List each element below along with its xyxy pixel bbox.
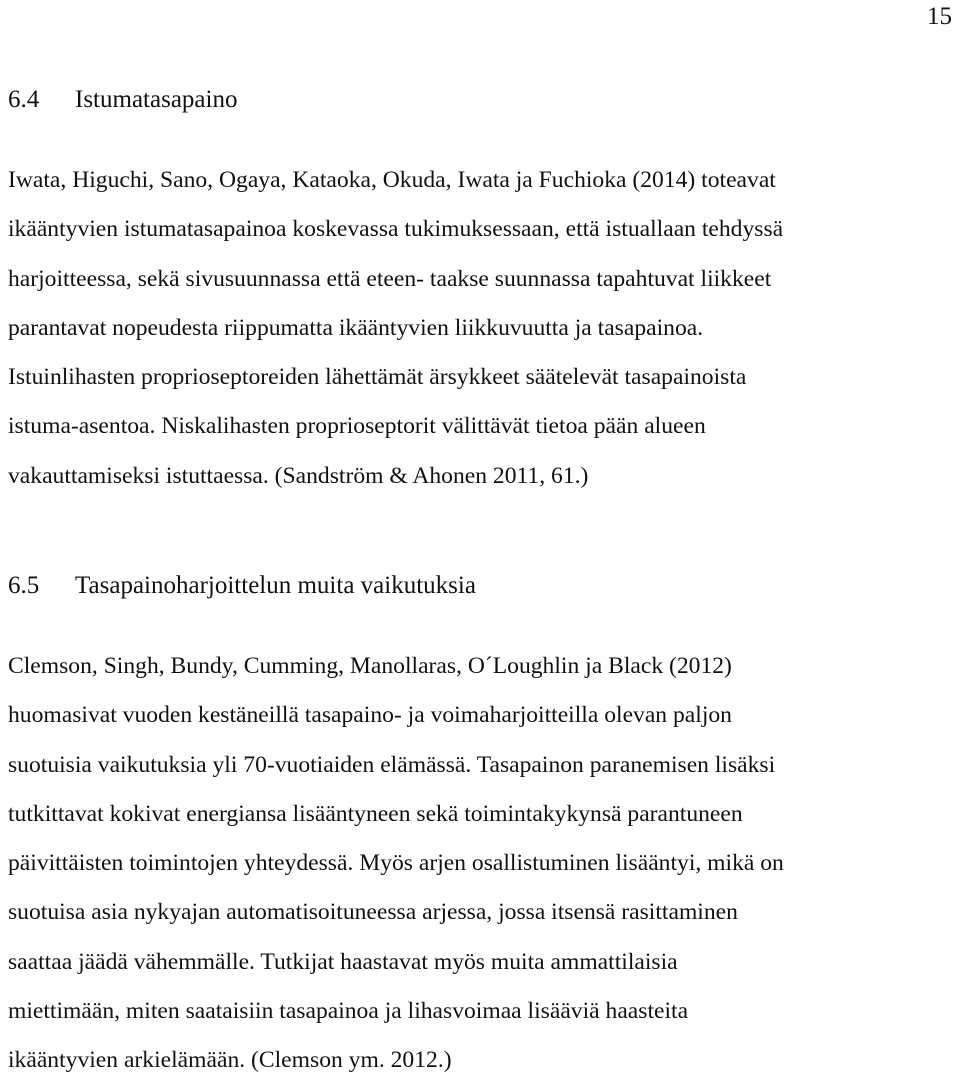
section-number: 6.4 [8, 86, 40, 113]
text-line: vakauttamiseksi istuttaessa. (Sandström & Ahonen 2011, 61.) [8, 462, 589, 489]
text-line: päivittäisten toimintojen yhteydessä. Myös arjen osallistuminen lisääntyi, mikä on [8, 850, 784, 877]
text-line: suotuisa asia nykyajan automatisoituneessa arjessa, jossa itsensä rasittaminen [8, 899, 738, 926]
section-number: 6.5 [8, 572, 40, 599]
section-title: Tasapainoharjoittelun muita vaikutuksia [75, 572, 476, 599]
text-line: Iwata, Higuchi, Sano, Ogaya, Kataoka, Okuda, Iwata ja Fuchioka (2014) toteavat [8, 167, 776, 193]
text-line: istuma-asentoa. Niskalihasten proprioseptorit välittävät tietoa pään alueen [8, 413, 706, 440]
text-line: suotuisia vaikutuksia yli 70-vuotiaiden elämässä. Tasapainon paranemisen lisäksi [8, 751, 776, 778]
section-title: Istumatasapaino [75, 86, 238, 113]
page-number: 15 [927, 3, 952, 30]
text-line: harjoitteessa, sekä sivusuunnassa että eteen- taakse suunnassa tapahtuvat liikkeet [8, 265, 772, 292]
text-line: huomasivat vuoden kestäneillä tasapaino- ja voimaharjoitteilla olevan paljon [8, 702, 732, 729]
text-line: ikääntyvien arkielämään. (Clemson ym. 2012.) [8, 1047, 452, 1074]
text-line: ikääntyvien istumatasapainoa koskevassa tukimuksessaan, että istuallaan tehdyssä [8, 216, 784, 243]
paragraph-tasapainoharjoittelu [8, 642, 958, 1086]
text-line: Clemson, Singh, Bundy, Cumming, Manollaras, O´Loughlin ja Black (2012) [8, 653, 732, 679]
text-line: saattaa jäädä vähemmälle. Tutkijat haastavat myös muita ammattilaisia [8, 948, 678, 975]
text-line: parantavat nopeudesta riippumatta ikääntyvien liikkuvuutta ja tasapainoa. [8, 314, 704, 341]
text-line: miettimään, miten saataisiin tasapainoa ja lihasvoimaa lisääviä haasteita [8, 998, 689, 1025]
section-heading-6-5 [8, 571, 476, 601]
paragraph-istumatasapaino [8, 156, 958, 501]
section-heading-6-4 [8, 85, 237, 115]
text-line: tutkittavat kokivat energiansa lisääntyneen sekä toimintakykynsä parantuneen [8, 800, 743, 827]
text-line: Istuinlihasten proprioseptoreiden lähettämät ärsykkeet säätelevät tasapainoista [8, 364, 747, 391]
